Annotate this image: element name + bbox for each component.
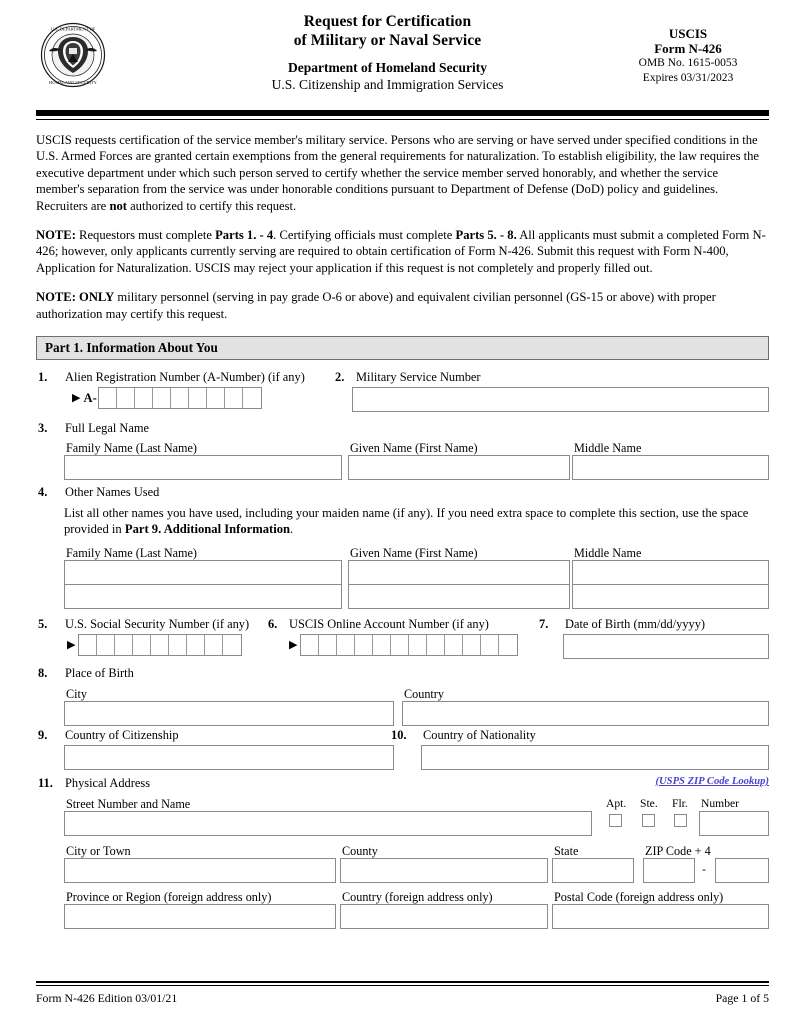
ssn-comb[interactable] — [78, 634, 242, 656]
item-4-number: 4. — [38, 485, 48, 500]
row-item-5-6-7 — [36, 617, 769, 661]
family-name-input[interactable] — [64, 455, 342, 480]
other-family-name-input-1[interactable] — [64, 560, 342, 585]
dhs-seal-icon — [40, 22, 106, 88]
comb-cell[interactable] — [427, 635, 445, 655]
comb-cell[interactable] — [355, 635, 373, 655]
note-1-text-c: All applicants must submit a completed Form N-426; however, only applicants currently serving are required to obtain certification of Form N-426. Submit this request with Form N-400, Application for Naturalization. USCIS may reject your application if this request is not completely and properly filled out. — [36, 228, 766, 275]
apt-checkbox[interactable] — [609, 814, 622, 827]
item-3-label: Full Legal Name — [65, 421, 149, 436]
city-or-town-label: City or Town — [66, 844, 131, 859]
item-5-number: 5. — [38, 617, 48, 632]
city-or-town-input[interactable] — [64, 858, 336, 883]
item-6-label: USCIS Online Account Number (if any) — [289, 617, 489, 632]
header-divider-thick — [36, 110, 769, 116]
apt-label: Apt. — [606, 797, 627, 811]
ste-label: Ste. — [640, 797, 658, 811]
footer-edition: Form N-426 Edition 03/01/21 — [36, 991, 178, 1005]
note-2-paragraph — [36, 289, 769, 322]
item-3-number: 3. — [38, 421, 48, 436]
department-name: Department of Homeland Security — [287, 60, 488, 75]
note-1-text-b: . Certifying officials must complete — [273, 228, 456, 243]
item-7-number: 7. — [539, 617, 549, 632]
note-2-text: military personnel (serving in pay grade O-6 or above) and equivalent civilian personnel (GS-15 or above) with proper authorization may certify this request. — [36, 290, 716, 321]
given-name-input[interactable] — [348, 455, 570, 480]
footer-divider-top — [36, 981, 769, 983]
birth-city-label: City — [66, 687, 87, 702]
comb-cell[interactable] — [409, 635, 427, 655]
comb-cell[interactable] — [99, 388, 117, 408]
uscis-label: USCIS — [668, 26, 708, 41]
form-footer — [36, 981, 769, 1006]
comb-cell[interactable] — [225, 388, 243, 408]
state-label: State — [554, 844, 579, 859]
comb-cell[interactable] — [319, 635, 337, 655]
other-given-name-input-2[interactable] — [348, 584, 570, 609]
form-header — [36, 0, 769, 104]
other-middle-name-input-2[interactable] — [572, 584, 769, 609]
a-number-prefix: A- — [83, 391, 97, 406]
foreign-country-input[interactable] — [340, 904, 548, 929]
comb-cell[interactable] — [187, 635, 205, 655]
agency-name: U.S. Citizenship and Immigration Services — [271, 77, 504, 92]
row-item-9-10 — [36, 728, 769, 770]
street-input[interactable] — [64, 811, 592, 836]
comb-cell[interactable] — [151, 635, 169, 655]
county-input[interactable] — [340, 858, 548, 883]
comb-cell[interactable] — [481, 635, 499, 655]
province-input[interactable] — [64, 904, 336, 929]
note-1-parts-5-8: Parts 5. - 8. — [455, 228, 517, 243]
comb-cell[interactable] — [243, 388, 261, 408]
footer-page-number: Page 1 of 5 — [715, 991, 769, 1005]
comb-cell[interactable] — [205, 635, 223, 655]
other-given-name-label: Given Name (First Name) — [350, 546, 478, 561]
comb-cell[interactable] — [337, 635, 355, 655]
item-2-label: Military Service Number — [356, 370, 481, 385]
comb-cell[interactable] — [391, 635, 409, 655]
ssn-field[interactable] — [67, 634, 242, 656]
ste-checkbox[interactable] — [642, 814, 655, 827]
intro-text-a: USCIS requests certification of the service member's military service. Persons who are serving or have served under specified conditions in the U.S. Armed Forces are granted certain exemptions from the general requirements for naturalization. To establish eligibility, the law requires the executive department under which such person served to certify whether the service member served honorably, and whether the service member's separation from the service was under honorable conditions pursuant to Department of Defense (DoD) policy and guidelines. Recruiters are — [36, 133, 760, 213]
flr-checkbox[interactable] — [674, 814, 687, 827]
date-of-birth-input[interactable] — [563, 634, 769, 659]
item-8-number: 8. — [38, 666, 48, 681]
uscis-form-info — [607, 26, 769, 86]
birth-country-input[interactable] — [402, 701, 769, 726]
item-10-number: 10. — [391, 728, 407, 743]
item-5-label: U.S. Social Security Number (if any) — [65, 617, 250, 632]
usps-zip-code-lookup-link[interactable]: (USPS ZIP Code Lookup) — [655, 776, 769, 788]
county-label: County — [342, 844, 378, 859]
item-8-label: Place of Birth — [65, 666, 134, 681]
comb-cell[interactable] — [79, 635, 97, 655]
row-item-1-2 — [36, 370, 769, 412]
item-4-label: Other Names Used — [65, 485, 160, 500]
note-2-label: NOTE: — [36, 290, 76, 305]
comb-cell[interactable] — [117, 388, 135, 408]
expiration-date: Expires 03/31/2023 — [642, 72, 734, 84]
item-4-instruction-a: List all other names you have used, including your maiden name (if any). If you need extra space to complete this section, use the space provided in — [64, 506, 749, 536]
pointer-icon: ▶ — [72, 392, 81, 405]
part-1-header: Part 1. Information About You — [36, 336, 769, 360]
row-item-3 — [36, 421, 769, 477]
uscis-online-account-comb[interactable] — [300, 634, 518, 656]
item-4-instruction — [64, 506, 770, 537]
item-10-label: Country of Nationality — [423, 728, 536, 743]
note-1-parts-1-4: Parts 1. - 4 — [215, 228, 274, 243]
zip-separator: - — [702, 862, 706, 877]
country-of-nationality-input[interactable] — [421, 745, 769, 770]
row-item-11 — [36, 776, 769, 922]
row-item-4 — [36, 485, 769, 615]
other-given-name-input-1[interactable] — [348, 560, 570, 585]
form-title-line-2: of Military or Naval Service — [293, 32, 482, 49]
a-number-comb[interactable] — [98, 387, 262, 409]
a-number-field[interactable] — [72, 387, 262, 409]
item-9-label: Country of Citizenship — [65, 728, 179, 743]
header-divider-thin — [36, 119, 769, 120]
intro-paragraph — [36, 132, 769, 214]
note-2-only: ONLY — [75, 290, 115, 305]
birth-city-input[interactable] — [64, 701, 394, 726]
comb-cell[interactable] — [207, 388, 225, 408]
form-title-line-1: Request for Certification — [303, 13, 472, 30]
note-1-paragraph — [36, 227, 769, 276]
item-2-number: 2. — [335, 370, 345, 385]
comb-cell[interactable] — [133, 635, 151, 655]
note-1-label: NOTE: — [36, 228, 76, 243]
footer-divider-bottom — [36, 985, 769, 986]
svg-text:HOMELAND SECURITY: HOMELAND SECURITY — [49, 80, 97, 85]
row-item-8 — [36, 666, 769, 722]
foreign-country-label: Country (foreign address only) — [342, 890, 493, 905]
intro-text-b: authorized to certify this request. — [126, 198, 297, 213]
note-1-text-a: Requestors must complete — [75, 228, 216, 243]
item-1-number: 1. — [38, 370, 48, 385]
zip-code-4-input[interactable] — [715, 858, 769, 883]
item-9-number: 9. — [38, 728, 48, 743]
comb-cell[interactable] — [373, 635, 391, 655]
comb-cell[interactable] — [301, 635, 319, 655]
other-family-name-input-2[interactable] — [64, 584, 342, 609]
item-4-instruction-b: . — [290, 521, 294, 536]
svg-text:U.S. DEPARTMENT OF: U.S. DEPARTMENT OF — [50, 26, 96, 32]
other-family-name-label: Family Name (Last Name) — [66, 546, 197, 561]
comb-cell[interactable] — [97, 635, 115, 655]
zip-code-5-input[interactable] — [643, 858, 695, 883]
family-name-label: Family Name (Last Name) — [66, 441, 197, 456]
comb-cell[interactable] — [445, 635, 463, 655]
item-6-number: 6. — [268, 617, 278, 632]
intro-text-not: not — [109, 198, 127, 213]
pointer-icon: ▶ — [289, 639, 298, 652]
item-7-label: Date of Birth (mm/dd/yyyy) — [565, 617, 706, 632]
comb-cell[interactable] — [463, 635, 481, 655]
middle-name-input[interactable] — [572, 455, 769, 480]
flr-label: Flr. — [672, 797, 688, 811]
item-4-part-9-ref: Part 9. Additional Information — [124, 521, 291, 536]
other-middle-name-input-1[interactable] — [572, 560, 769, 585]
province-label: Province or Region (foreign address only) — [66, 890, 272, 905]
state-input[interactable] — [552, 858, 634, 883]
given-name-label: Given Name (First Name) — [350, 441, 478, 456]
unit-number-input[interactable] — [699, 811, 769, 836]
pointer-icon: ▶ — [67, 639, 76, 652]
item-1-label: Alien Registration Number (A-Number) (if any) — [65, 370, 305, 385]
birth-country-label: Country — [404, 687, 444, 702]
omb-number: OMB No. 1615-0053 — [638, 57, 738, 69]
postal-code-label: Postal Code (foreign address only) — [554, 890, 724, 905]
zip-code-label: ZIP Code + 4 — [645, 844, 711, 859]
military-service-number-input[interactable] — [352, 387, 769, 412]
comb-cell[interactable] — [169, 635, 187, 655]
item-11-number: 11. — [38, 776, 53, 791]
comb-cell[interactable] — [115, 635, 133, 655]
unit-number-label: Number — [701, 797, 739, 811]
comb-cell[interactable] — [171, 388, 189, 408]
other-middle-name-label: Middle Name — [574, 546, 642, 561]
country-of-citizenship-input[interactable] — [64, 745, 394, 770]
postal-code-input[interactable] — [552, 904, 769, 929]
comb-cell[interactable] — [189, 388, 207, 408]
uscis-online-account-field[interactable] — [289, 634, 518, 656]
comb-cell[interactable] — [135, 388, 153, 408]
comb-cell[interactable] — [499, 635, 517, 655]
comb-cell[interactable] — [153, 388, 171, 408]
form-number: Form N-426 — [654, 41, 722, 56]
middle-name-label: Middle Name — [574, 441, 642, 456]
item-11-label: Physical Address — [65, 776, 151, 791]
comb-cell[interactable] — [223, 635, 241, 655]
street-label: Street Number and Name — [66, 797, 191, 812]
